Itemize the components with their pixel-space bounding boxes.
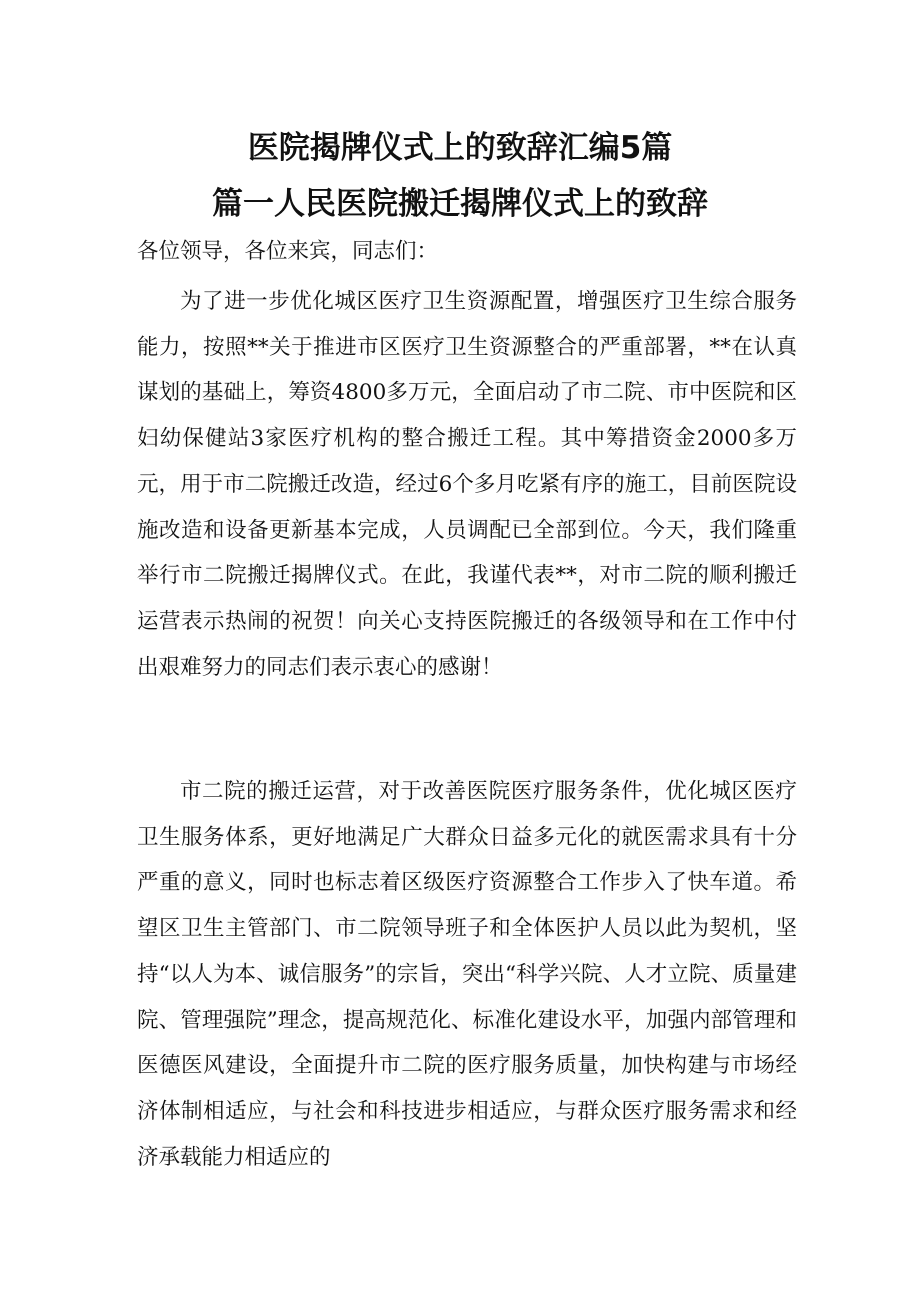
salutation: 各位领导，各位来宾，同志们： [137, 239, 439, 264]
paragraph-2: 市二院的搬迁运营，对于改善医院医疗服务条件，优化城区医疗卫生服务体系，更好地满足广大群众日益多元化的就医需求具有十分严重的意义，同时也标志着区级医疗资源整合工作步入了快车道。希望区卫生主管部门、市二院领导班子和全体医护人员以此为契机，坚持“以人为本、诚信服务”的宗旨，突出“科学兴院、人才立院、质量建院、管理强院”理念，提高规范化、标准化建设水平，加强内部管理和医德医风建设，全面提升市二院的医疗服务质量，加快构建与市场经济体制相适应，与社会和科技进步相适应，与群众医疗服务需求和经济承载能力相适应的 [137, 779, 797, 1170]
document-title: 医院揭牌仪式上的致辞汇编5篇 [247, 130, 673, 166]
section-title: 篇一人民医院搬迁揭牌仪式上的致辞 [212, 186, 708, 222]
paragraph-1: 为了进一步优化城区医疗卫生资源配置，增强医疗卫生综合服务能力，按照**关于推进市区医疗卫生资源整合的严重部署，**在认真谋划的基础上，筹资4800多万元，全面启动了市二院、市中医院和区妇幼保健站3家医疗机构的整合搬迁工程。其中筹措资金2000多万元，用于市二院搬迁改造，经过6个多月吃紧有序的施工，目前医院设施改造和设备更新基本完成，人员调配已全部到位。今天，我们隆重举行市二院搬迁揭牌仪式。在此，我谨代表**，对市二院的顺利搬迁运营表示热闹的祝贺！向关心支持医院搬迁的各级领导和在工作中付出艰难努力的同志们表示衷心的感谢！ [137, 289, 797, 680]
